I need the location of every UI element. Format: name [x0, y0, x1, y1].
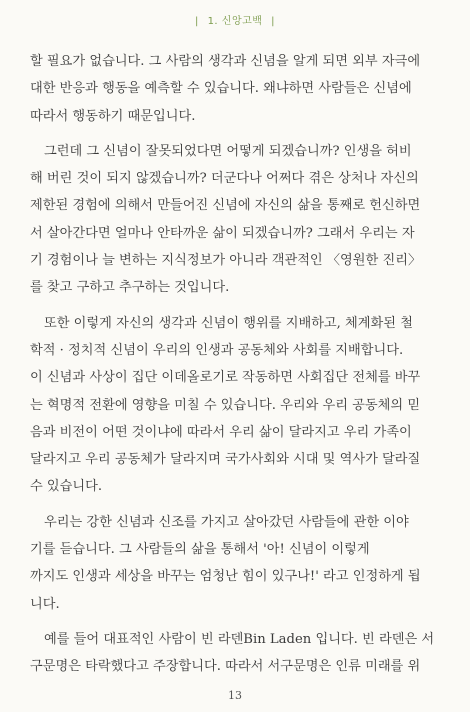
text-line: 니다.: [30, 596, 60, 612]
header-right-mark: |: [271, 16, 275, 27]
text-line: 기 경험이나 늘 변하는 지식정보가 아니라 객관적인 〈영원한 진리〉: [30, 253, 422, 269]
header-left-mark: |: [195, 16, 199, 27]
text-line: 까지도 인생과 세상을 바꾸는 엄청난 힘이 있구나!' 라고 인정하게 됩: [30, 569, 421, 585]
text-line: 수 있습니다.: [30, 479, 103, 495]
paragraph-5: [30, 626, 450, 681]
section-title: 1. 신앙고백: [207, 16, 263, 27]
running-header: [0, 12, 470, 27]
text-line: 예를 들어 대표적인 사람이 빈 라덴Bin Laden 입니다. 빈 라덴은 서: [44, 631, 435, 647]
page-number: 13: [228, 689, 242, 702]
text-line: 제한된 경험에 의해서 만들어진 신념에 자신의 삶을 통째로 헌신하면: [30, 198, 421, 214]
text-line: 구문명은 타락했다고 주장합니다. 따라서 서구문명은 인류 미래를 위: [30, 659, 421, 675]
text-line: 는 혁명적 전환에 영향을 미칠 수 있습니다. 우리와 우리 공동체의 믿: [30, 397, 421, 413]
text-line: 음과 비전이 어떤 것이냐에 따라서 우리 삶이 달라지고 우리 가족이: [30, 424, 412, 440]
text-line: 이 신념과 사상이 집단 이데올로기로 작동하면 사회집단 전체를 바꾸: [30, 370, 421, 386]
paragraph-3: [30, 310, 450, 501]
text-line: 달라지고 우리 공동체가 달라지며 국가사회와 시대 및 역사가 달라질: [30, 452, 421, 468]
paragraph-1: [30, 48, 450, 130]
text-line: 학적 · 정치적 신념이 우리의 인생과 공동체와 사회를 지배합니다.: [30, 342, 404, 358]
text-line: 할 필요가 없습니다. 그 사람의 생각과 신념을 알게 되면 외부 자극에: [30, 54, 421, 69]
text-line: 또한 이렇게 자신의 생각과 신념이 행위를 지배하고, 체계화된 철: [44, 315, 413, 331]
text-line: 우리는 강한 신념과 신조를 가지고 살아갔던 사람들에 관한 이야: [44, 514, 409, 530]
text-line: 해 버린 것이 되지 않겠습니까? 더군다나 어쩌다 겪은 상처나 자신의: [30, 171, 419, 187]
text-line: 기를 듣습니다. 그 사람들의 삶을 통해서 '아! 신념이 이렇게: [30, 542, 370, 558]
text-line: 대한 반응과 행동을 예측할 수 있습니다. 왜냐하면 사람들은 신념에: [30, 81, 412, 97]
text-line: 따라서 행동하기 때문입니다.: [30, 108, 196, 124]
paragraph-2: [30, 138, 450, 302]
text-line: 를 찾고 구하고 추구하는 것입니다.: [30, 280, 230, 296]
page-body: [30, 48, 450, 689]
text-line: 서 살아간다면 얼마나 안타까운 삶이 되겠습니까? 그래서 우리는 자: [30, 225, 415, 241]
paragraph-4: [30, 509, 450, 618]
text-line: 그런데 그 신념이 잘못되었다면 어떻게 되겠습니까? 인생을 허비: [44, 143, 412, 159]
